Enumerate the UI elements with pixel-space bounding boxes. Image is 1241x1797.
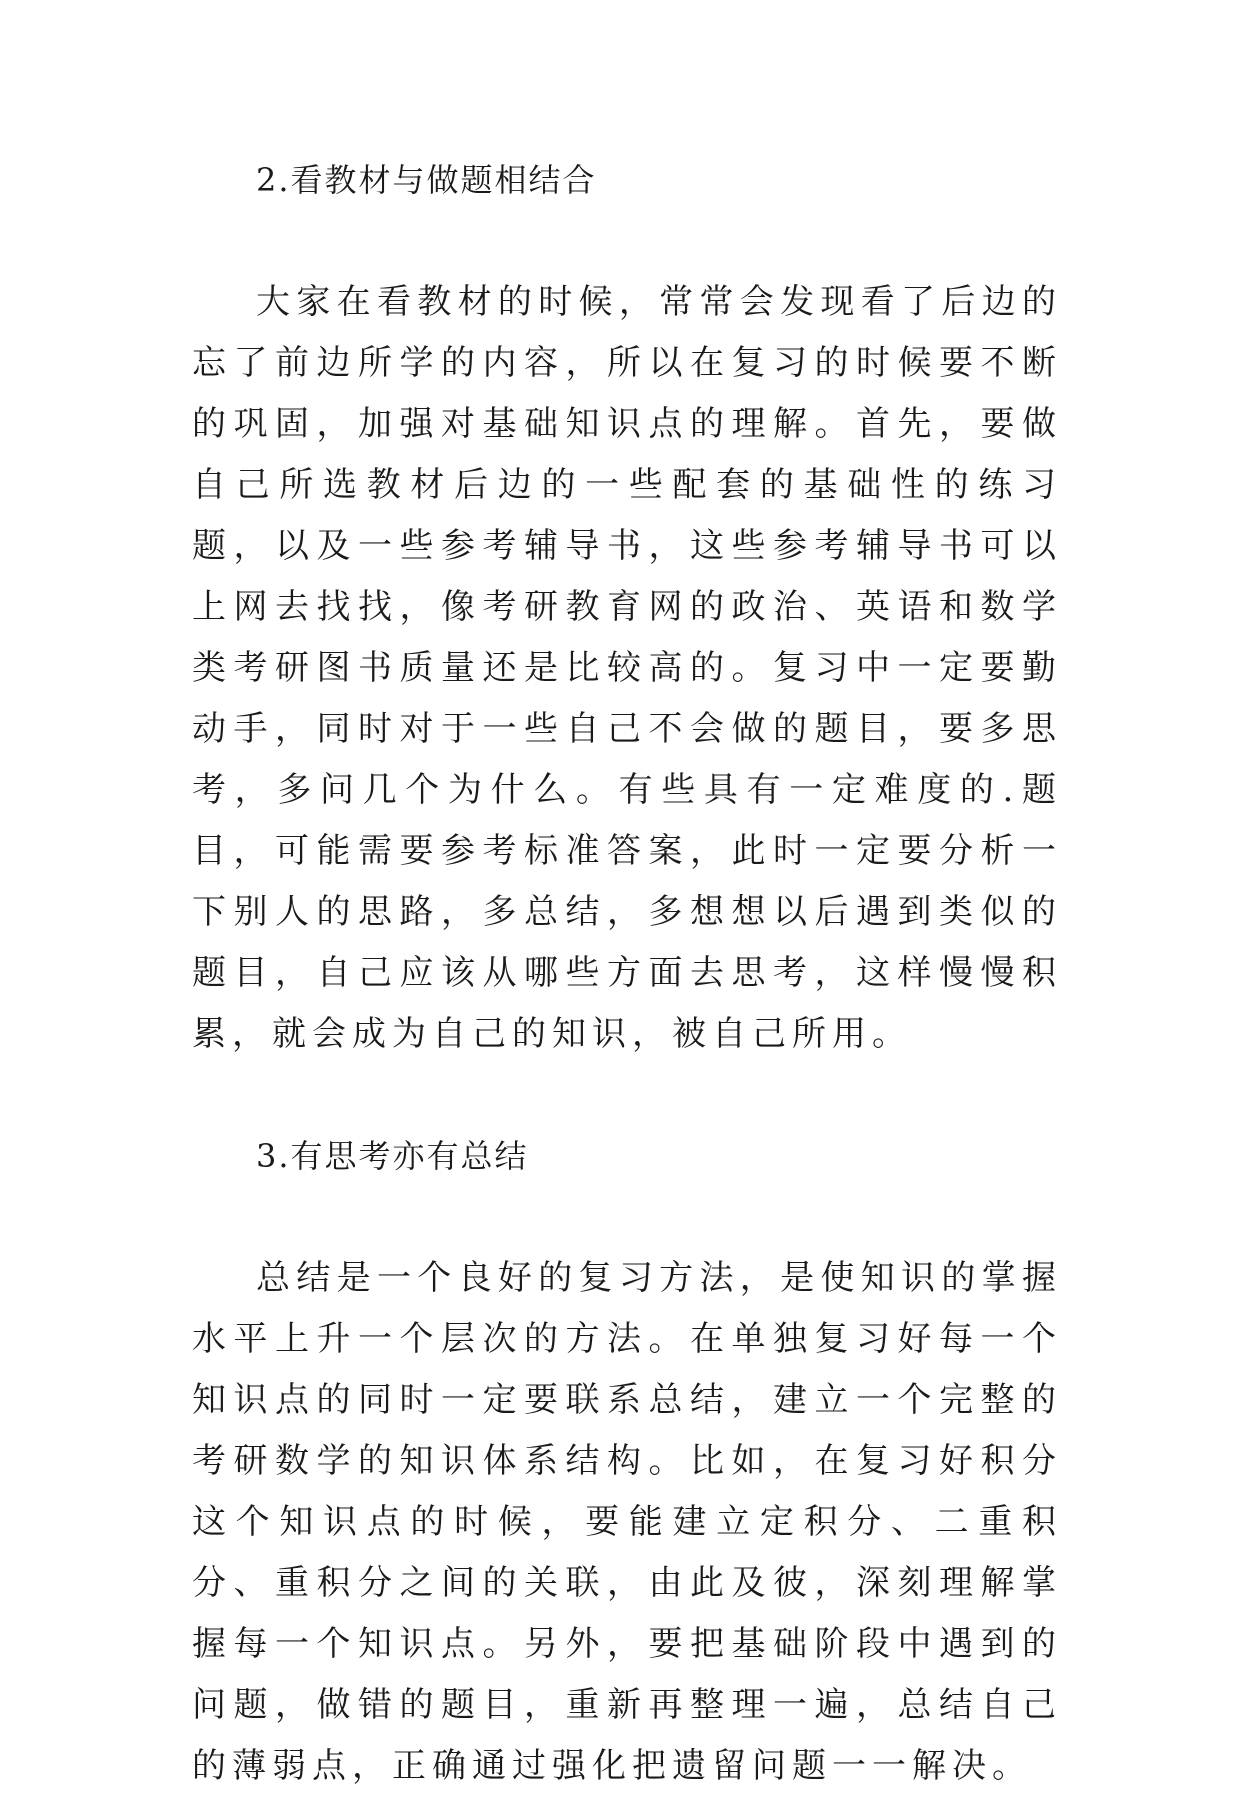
section-paragraph: 大家在看教材的时候，常常会发现看了后边的忘了前边所学的内容，所以在复习的时候要不断的巩固，加强对基础知识点的理解。首先，要做自己所选教材后边的一些配套的基础性的练习题，以及一些参考辅导书，这些参考辅导书可以上网去找找，像考研教育网的政治、英语和数学类考研图书质量还是比较高的。复习中一定要勤动手，同时对于一些自己不会做的题目，要多思考，多问几个为什么。有些具有一定难度的.题目，可能需要参考标准答案，此时一定要分析一下别人的思路，多总结，多想想以后遇到类似的题目，自己应该从哪些方面去思考，这样慢慢积累，就会成为自己的知识，被自己所用。: [192, 282, 1062, 1054]
section-heading: 3.有思考亦有总结: [256, 1137, 529, 1175]
document-body: [192, 150, 1062, 1797]
section-paragraph: 总结是一个良好的复习方法，是使知识的掌握水平上升一个层次的方法。在单独复习好每一个知识点的同时一定要联系总结，建立一个完整的考研数学的知识体系结构。比如，在复习好积分这个知识点的时候，要能建立定积分、二重积分、重积分之间的关联，由此及彼，深刻理解掌握每一个知识点。另外，要把基础阶段中遇到的问题，做错的题目，重新再整理一遍，总结自己的薄弱点，正确通过强化把遗留问题一一解决。: [192, 1258, 1062, 1786]
section-heading: 2.看教材与做题相结合: [256, 161, 597, 199]
